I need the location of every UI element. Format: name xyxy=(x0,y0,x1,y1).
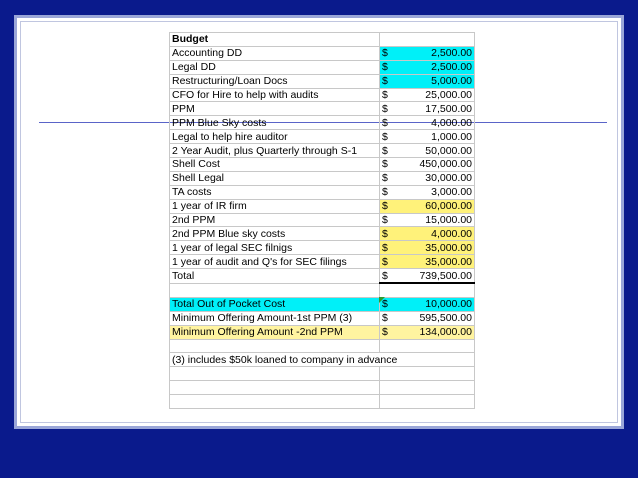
row-label: PPM xyxy=(170,102,380,116)
row-amount: 4,000.00 xyxy=(431,116,472,129)
currency-symbol: $ xyxy=(382,200,388,213)
budget-table xyxy=(169,32,475,409)
spacer-row xyxy=(170,339,475,353)
table-row xyxy=(170,185,475,199)
row-amount: 1,000.00 xyxy=(431,130,472,143)
table-row xyxy=(170,255,475,269)
row-amount: 35,000.00 xyxy=(425,255,472,268)
currency-symbol: $ xyxy=(382,269,388,282)
table-row xyxy=(170,241,475,255)
row-label: 2 Year Audit, plus Quarterly through S-1 xyxy=(170,144,380,158)
currency-symbol: $ xyxy=(382,298,388,311)
summary-row xyxy=(170,311,475,325)
row-amount: 10,000.00 xyxy=(425,298,472,311)
table-row xyxy=(170,199,475,213)
row-label: Total Out of Pocket Cost xyxy=(170,297,380,311)
currency-symbol: $ xyxy=(382,130,388,143)
row-amount: 134,000.00 xyxy=(419,326,472,339)
table-row xyxy=(170,144,475,158)
footnote-row xyxy=(170,353,475,367)
row-label: 2nd PPM Blue sky costs xyxy=(170,227,380,241)
table-row xyxy=(170,158,475,172)
row-amount: 15,000.00 xyxy=(425,214,472,227)
row-label: 1 year of audit and Q's for SEC filings xyxy=(170,255,380,269)
spacer-row xyxy=(170,367,475,381)
table-row xyxy=(170,60,475,74)
currency-symbol: $ xyxy=(382,172,388,185)
spacer-row xyxy=(170,381,475,395)
table-row xyxy=(170,171,475,185)
row-amount: 17,500.00 xyxy=(425,102,472,115)
row-amount: 2,500.00 xyxy=(431,61,472,74)
currency-symbol: $ xyxy=(382,158,388,171)
row-label: 1 year of legal SEC filnigs xyxy=(170,241,380,255)
row-amount: 50,000.00 xyxy=(425,144,472,157)
row-label: CFO for Hire to help with audits xyxy=(170,88,380,102)
row-label: 2nd PPM xyxy=(170,213,380,227)
currency-symbol: $ xyxy=(382,47,388,60)
table-row xyxy=(170,130,475,144)
currency-symbol: $ xyxy=(382,89,388,101)
row-amount: 3,000.00 xyxy=(431,186,472,199)
row-amount: 60,000.00 xyxy=(425,200,472,213)
comment-indicator-icon xyxy=(379,297,385,303)
row-label: Shell Cost xyxy=(170,158,380,172)
footnote: (3) includes $50k loaned to company in advance xyxy=(170,353,475,367)
currency-symbol: $ xyxy=(382,144,388,157)
row-amount: 5,000.00 xyxy=(431,75,472,88)
currency-symbol: $ xyxy=(382,326,388,339)
currency-symbol: $ xyxy=(382,102,388,115)
row-label: TA costs xyxy=(170,185,380,199)
row-label: Minimum Offering Amount -2nd PPM xyxy=(170,325,380,339)
table-row xyxy=(170,213,475,227)
table-row xyxy=(170,116,475,130)
spacer-row xyxy=(170,283,475,297)
table-header-row xyxy=(170,33,475,47)
row-label: Legal DD xyxy=(170,60,380,74)
row-amount: 25,000.00 xyxy=(425,89,472,101)
currency-symbol: $ xyxy=(382,214,388,227)
currency-symbol: $ xyxy=(382,255,388,268)
row-amount: 739,500.00 xyxy=(419,269,472,282)
budget-header: Budget xyxy=(170,33,380,47)
row-label: Shell Legal xyxy=(170,171,380,185)
row-label: Total xyxy=(170,269,380,283)
row-label: 1 year of IR firm xyxy=(170,199,380,213)
total-row xyxy=(170,269,475,283)
row-label: Restructuring/Loan Docs xyxy=(170,74,380,88)
table-row xyxy=(170,227,475,241)
row-amount: 595,500.00 xyxy=(419,312,472,325)
currency-symbol: $ xyxy=(382,312,388,325)
spacer-row xyxy=(170,395,475,409)
row-amount: 2,500.00 xyxy=(431,47,472,60)
currency-symbol: $ xyxy=(382,61,388,74)
table-row xyxy=(170,88,475,102)
row-amount: 4,000.00 xyxy=(431,227,472,240)
currency-symbol: $ xyxy=(382,241,388,254)
summary-row xyxy=(170,325,475,339)
currency-symbol: $ xyxy=(382,186,388,199)
slide xyxy=(14,15,624,429)
row-amount: 450,000.00 xyxy=(419,158,472,171)
row-amount: 35,000.00 xyxy=(425,241,472,254)
row-label: Legal to help hire auditor xyxy=(170,130,380,144)
table-row xyxy=(170,74,475,88)
summary-row xyxy=(170,297,475,311)
table-row xyxy=(170,46,475,60)
currency-symbol: $ xyxy=(382,75,388,88)
row-label: PPM Blue Sky costs xyxy=(170,116,380,130)
currency-symbol: $ xyxy=(382,227,388,240)
table-row xyxy=(170,102,475,116)
currency-symbol: $ xyxy=(382,116,388,129)
row-label: Minimum Offering Amount-1st PPM (3) xyxy=(170,311,380,325)
row-label: Accounting DD xyxy=(170,46,380,60)
row-amount: 30,000.00 xyxy=(425,172,472,185)
